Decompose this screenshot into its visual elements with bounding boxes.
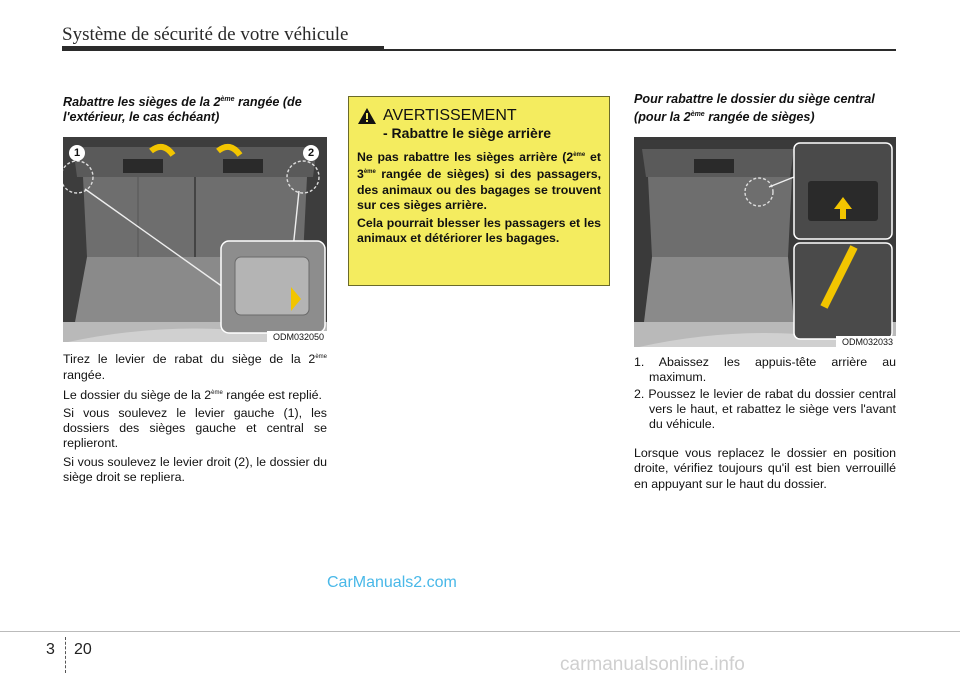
header-title: Système de sécurité de votre véhicule [62, 24, 349, 45]
right-section-title: Pour rabattre le dossier du siège central (pour la 2ème rangée de sièges) [634, 92, 875, 125]
left-paragraph-1: Tirez le levier de rabat du siège de la 2ème rangée. [63, 352, 327, 382]
header-bar [62, 46, 384, 51]
list-item: 1. Abaissez les appuis-tête arrière au maximum. [634, 355, 896, 385]
steps-list [634, 355, 896, 432]
image-code: ODM032050 [267, 331, 327, 342]
watermark: CarManuals2.com [327, 574, 457, 591]
right-paragraph-1: Lorsque vous replacez le dossier en position droite, vérifiez toujours qu'il est bien verrouillé en appuyant sur le haut du dossier. [634, 446, 896, 491]
left-paragraph-4: Si vous soulevez le levier droit (2), le dossier du siège droit se repliera. [63, 454, 327, 484]
warning-text-1: Ne pas rabattre les sièges arrière (2ème et 3ème rangée de sièges) si des passagers, des animaux ou des bagages se trouvent sur ces sièges arrière. [357, 150, 601, 212]
left-column [63, 92, 327, 485]
bottom-watermark: carmanualsonline.info [560, 654, 745, 675]
header-rule [384, 49, 896, 51]
seat-photo [634, 137, 896, 347]
warning-title: AVERTISSEMENT [383, 107, 517, 124]
callout-2: 2 [303, 145, 319, 161]
left-paragraph-2: Le dossier du siège de la 2ème rangée est replié. [63, 387, 322, 402]
left-section-title: Rabattre les sièges de la 2ème rangée (de l'extérieur, le cas échéant) [63, 95, 302, 125]
warning-box [348, 96, 610, 286]
right-column [634, 92, 896, 492]
warning-subtitle: - Rabattre le siège arrière [383, 125, 552, 141]
warning-text-2: Cela pourrait blesser les passagers et les animaux et détériorer les bagages. [357, 216, 601, 246]
chapter-number: 3 [46, 641, 55, 658]
image-code: ODM032033 [836, 336, 896, 347]
callout-1: 1 [69, 145, 85, 161]
trunk-photo [63, 137, 327, 342]
footer-divider [65, 637, 66, 673]
warning-triangle-icon [357, 107, 377, 125]
footer-rule [0, 631, 960, 632]
list-item: 2. Poussez le levier de rabat du dossier central vers le haut, et rabattez le siège vers l'avant du véhicule. [634, 386, 896, 431]
page-number: 20 [74, 641, 92, 658]
left-paragraph-3: Si vous soulevez le levier gauche (1), les dossiers des sièges gauche et central se replieront. [63, 406, 327, 451]
